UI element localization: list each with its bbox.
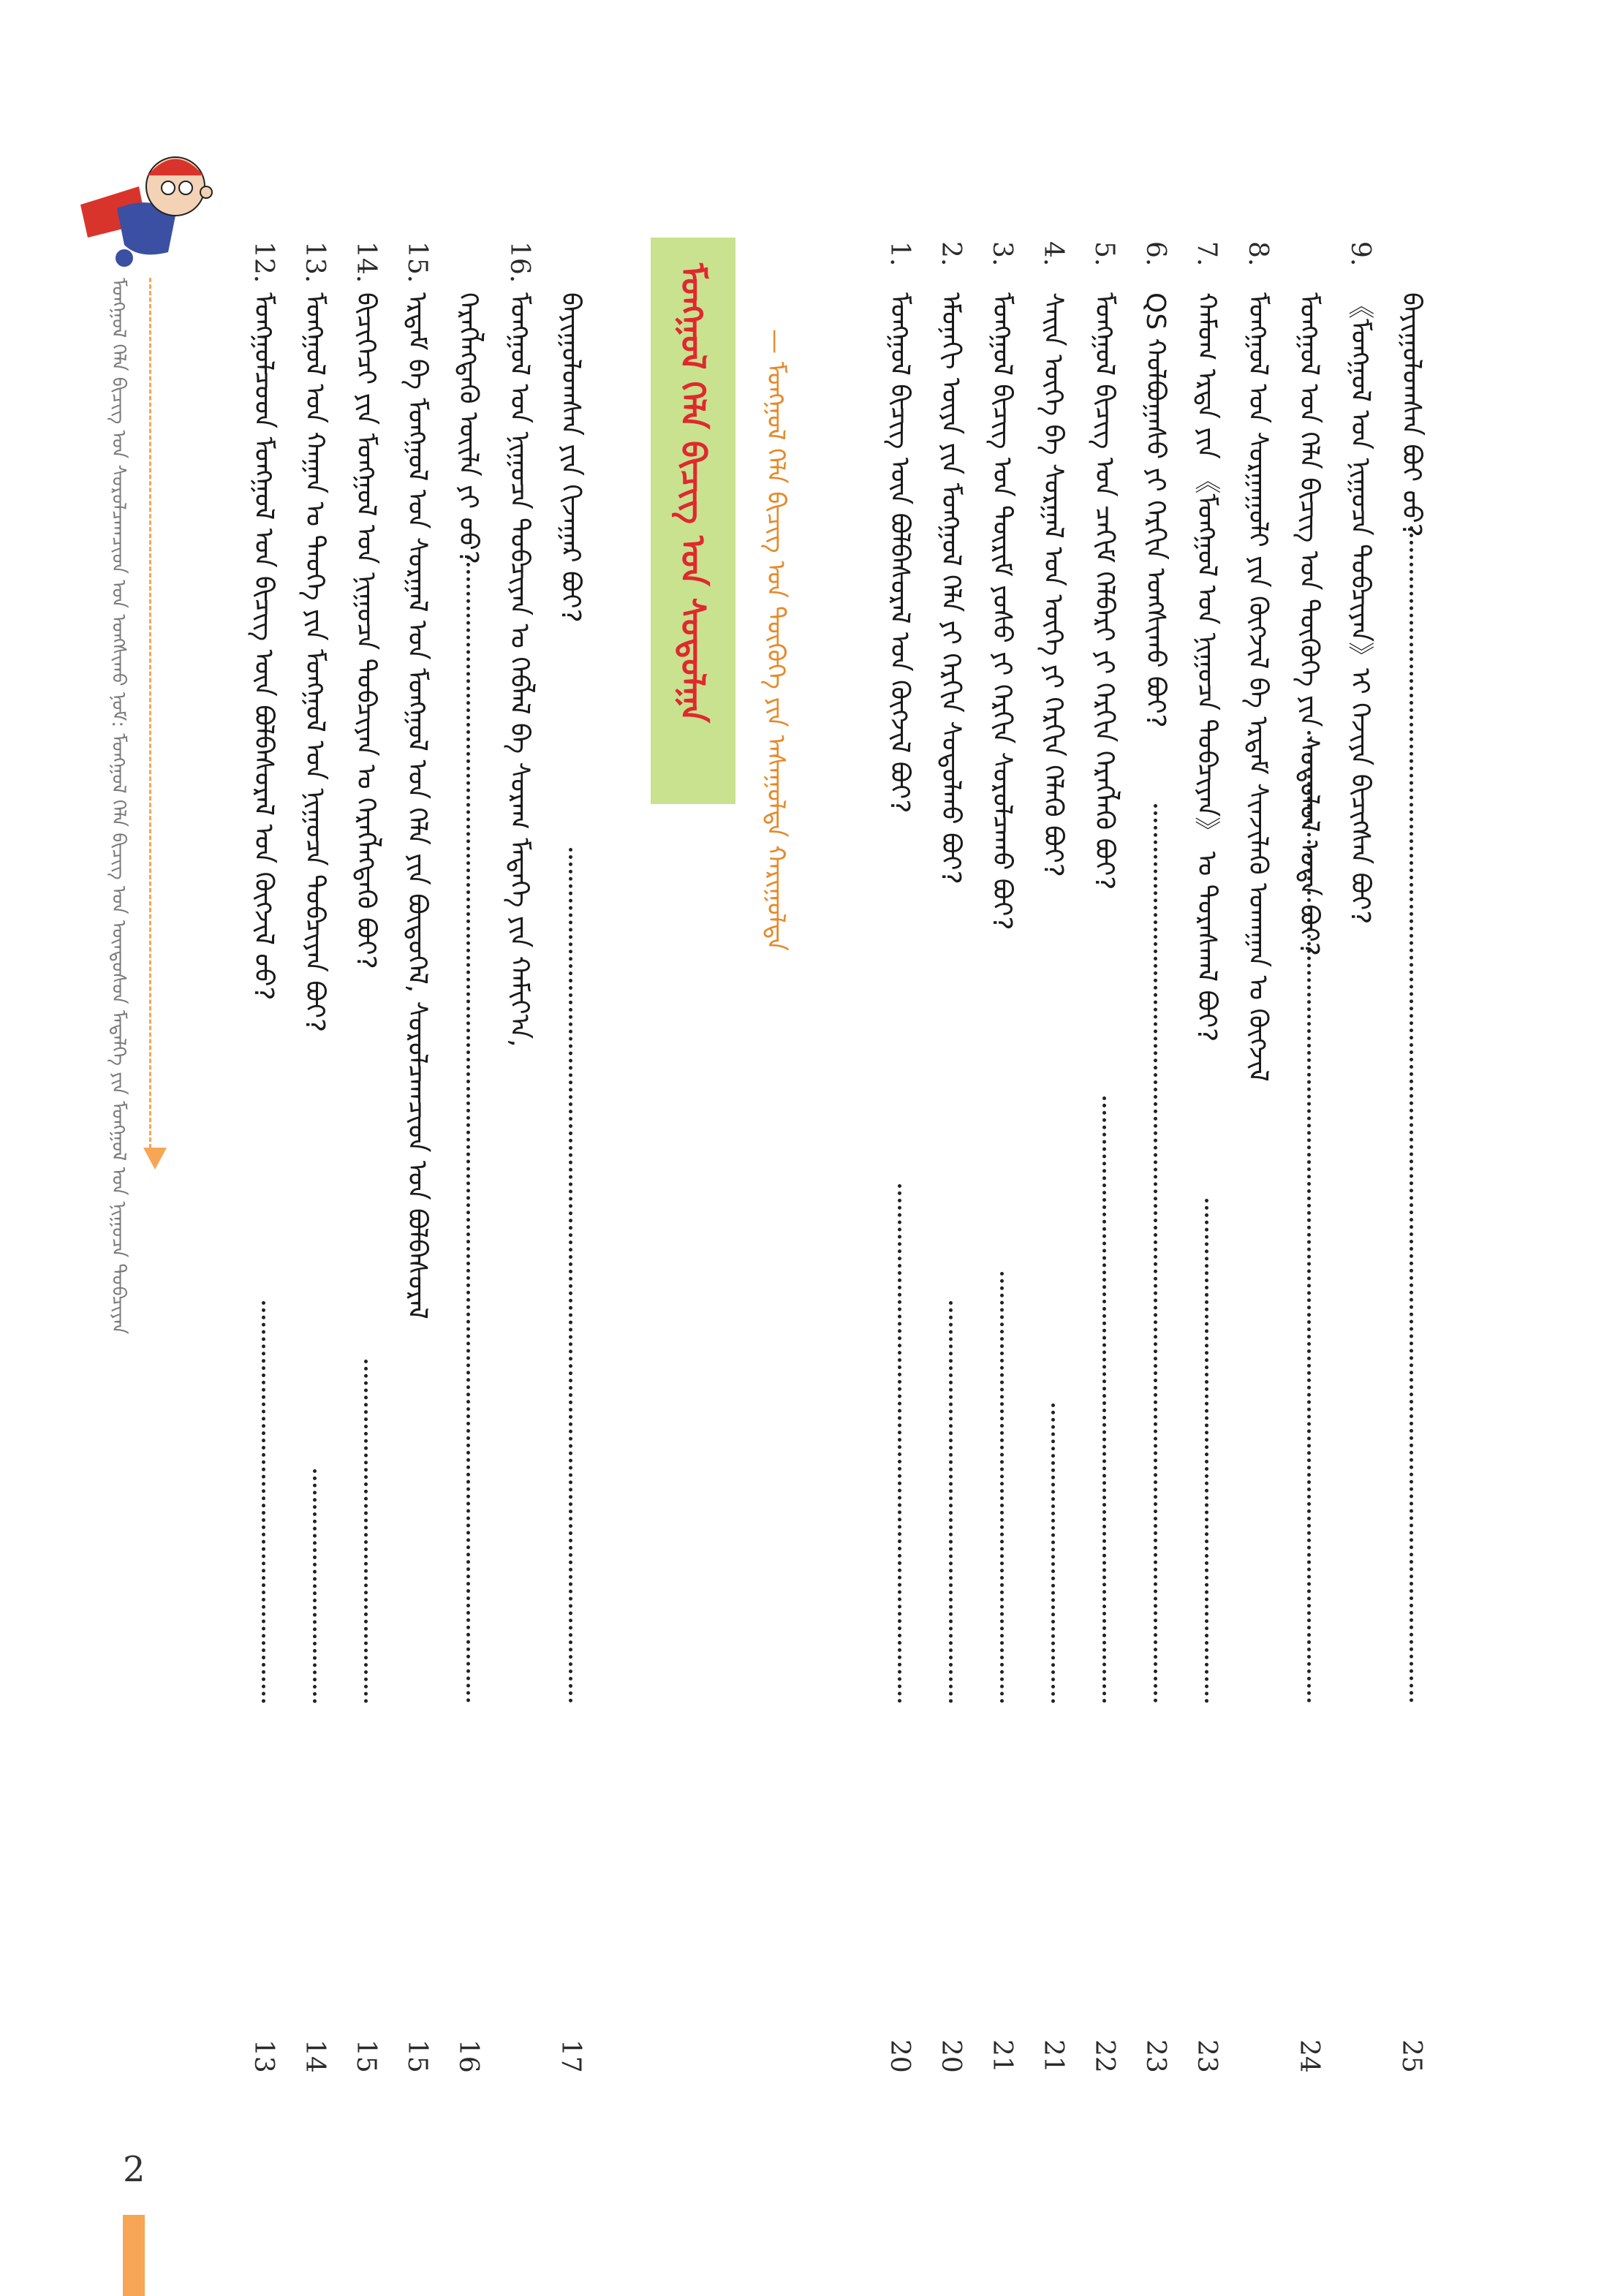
toc-text: ᠮᠣᠩᠭᠣᠯ ᠪᠢᠴᠢᠭ ᠤᠨ ᠳᠦᠷᠢᠮ ᠶᠣᠰᠤ ᠶᠢ ᠬᠡᠷᠬᠢᠨ ᠰᠤᠷᠤᠯᠴᠠᠬᠤ ᠪᠤᠢ?: [987, 292, 1017, 931]
toc-number: 13.: [300, 241, 330, 284]
toc-text: ᠮᠣᠩᠭᠣᠯᠴᠤᠳ ᠮᠣᠩᠭᠣᠯ ᠤᠨ ᠪᠢᠴᠢᠭ ᠦᠨ ᠪᠣᠯᠪᠠᠰᠤᠷᠠᠯ ᠤᠨ ᠬᠥᠭᠵᠢᠯ ᠤᠤ?: [249, 292, 279, 1001]
toc-page: 16: [453, 2039, 483, 2073]
toc-text: ᠮᠣᠩᠭᠣᠯ ᠪᠢᠴᠢᠭ ᠦᠨ ᠪᠣᠯᠪᠠᠰᠤᠷᠠᠯ ᠤᠨ ᠬᠥᠭᠵᠢᠯ ᠪᠤᠢ?: [885, 292, 915, 814]
hand-icon: [200, 186, 212, 198]
toc-number: 1.: [885, 241, 915, 267]
leader-dots: [313, 1469, 317, 1703]
toc-number: 6.: [1140, 241, 1170, 267]
toc-number: 16.: [504, 241, 534, 284]
toc-number: 14.: [351, 241, 381, 284]
section-subtitle: — ᠮᠣᠩᠭᠣᠯ ᠬᠡᠯᠡ ᠪᠢᠴᠢᠭ ᠤᠨ ᠲᠦᠭᠦᠬᠡ ᠶᠢᠨ ᠠᠰᠠᠭᠤᠯᠲᠠ ᠬᠠᠷᠢᠭᠤᠯᠲᠠ: [761, 329, 790, 952]
glasses-left-icon: [162, 181, 175, 194]
toc-text: ᠪᠠᠶᠢᠭᠤᠯᠤᠭᠰᠠᠨ ᠶᠢᠨ ᠬᠢᠵᠠᠭᠠᠷ ᠪᠤᠢ?: [556, 292, 586, 623]
leader-dots: [1205, 1199, 1208, 1703]
toc-text: ᠮᠣᠩᠭᠣᠯ ᠤᠨ ᠨᠢᠭᠤᠴᠠ ᠲᠤᠪᠴᠢᠶᠠᠨ ᠤ ᠬᠡᠪᠯᠡᠯ ᠪᠠ ᠰᠤᠷᠠᠭ ᠮᠡᠳᠡᠭᠡ ᠶᠢᠨ ᠬᠠᠮᠢᠶ᠎ᠠ,: [504, 292, 534, 1047]
page-tab: [123, 2215, 145, 2296]
leader-dots: [569, 848, 572, 1703]
triangle-marker-icon: [140, 1148, 170, 1174]
hat-icon: [148, 159, 203, 176]
toc-page: 17: [556, 2039, 586, 2073]
section-title: ᠮᠣᠩᠭᠣᠯ ᠬᠡᠯᠡ ᠪᠢᠴᠢᠭ ᠤᠨ ᠰᠤᠳᠤᠯᠭᠠ: [673, 263, 713, 723]
toc-text: ᠬᠠᠮᠤᠭ ᠡᠷᠲᠡ ᠶᠢᠨ 《ᠮᠣᠩᠭᠣᠯ ᠤᠨ ᠨᠢᠭᠤᠴᠠ ᠲᠤᠪᠴᠢᠶᠠᠨ》 ᠤ ᠳᠤᠷᠠᠰᠬᠠᠯ ᠪᠤᠢ?: [1192, 292, 1222, 1042]
toc-page: 21: [1038, 2039, 1068, 2073]
toc-text: ᠮᠣᠩᠭᠣᠯ ᠤᠨ ᠰᠤᠷᠭᠠᠭᠤᠯᠢ ᠶᠢᠨ ᠬᠥᠭᠵᠢᠯ ᠪᠠ ᠡᠷᠳᠡᠮ ᠰᠢᠨᠵᠢᠯᠡᠬᠦ ᠤᠬᠠᠭᠠᠨ ᠤ ᠬᠥᠭᠵᠢᠯ: [1243, 292, 1273, 1082]
footer-divider: [149, 278, 151, 1155]
toc-page: 23: [1192, 2039, 1222, 2073]
toc-page: 20: [885, 2039, 915, 2073]
toc-page: 24: [1294, 2039, 1324, 2073]
page-number: 2: [123, 2149, 145, 2190]
toc-text: ᠪᠢᠴᠢᠭᠡᠴᠢ ᠶᠢᠨ ᠮᠣᠩᠭᠣᠯ ᠤᠨ ᠨᠢᠭᠤᠴᠠ ᠲᠤᠪᠴᠢᠶᠠᠨ ᠤ ᠬᠡᠷᠡᠭᠯᠡᠭᠳᠡᠬᠦ ᠪᠤᠢ?: [351, 292, 381, 969]
toc-text: ᠮᠣᠩᠭᠣᠯ ᠪᠢᠴᠢᠭ ᠤᠨ ᠴᠠᠬᠢᠮ ᠬᠡᠯᠪᠡᠷᠢ ᠶᠢ ᠬᠡᠷᠬᠢᠨ ᠬᠡᠷᠡᠭᠯᠡᠬᠦ ᠪᠤᠢ?: [1089, 292, 1119, 890]
leader-dots: [1000, 1272, 1004, 1703]
toc-number: 5.: [1089, 241, 1119, 267]
toc-text: ᠡᠷᠳᠡᠮ ᠪᠠ ᠮᠣᠩᠭᠣᠯ ᠤᠨ ᠰᠤᠷᠭᠠᠯ ᠤᠨ ᠮᠣᠩᠭᠣᠯ ᠤᠨ ᠬᠡᠯᠡ ᠶᠢᠨ ᠪᠦᠲᠦᠭᠡᠯ, ᠰᠤᠷᠤᠯᠴᠠᠭᠴᠢᠳ ᠤᠨ ᠪᠣᠯᠪᠠᠰᠤᠷᠠᠯ: [402, 292, 432, 1319]
toc-number: 3.: [987, 241, 1017, 267]
toc-number: 9.: [1345, 241, 1375, 267]
leader-dots: [466, 556, 470, 1703]
toc-page: 23: [1140, 2039, 1170, 2073]
toc-number: 7.: [1192, 241, 1222, 267]
leader-dots: [364, 1360, 368, 1703]
toc-number: 15.: [402, 241, 432, 284]
toc-number: 8.: [1243, 241, 1273, 267]
boot-icon: [116, 249, 133, 267]
toc-page: 15: [402, 2039, 432, 2073]
toc-text: ᠰᠠᠢᠨ ᠦᠭᠡ ᠪᠠ ᠰᠤᠷᠭᠠᠯ ᠤᠨ ᠦᠭᠡ ᠶᠢ ᠬᠡᠷᠬᠢᠨ ᠬᠡᠯᠡᠬᠦ ᠪᠤᠢ?: [1038, 292, 1068, 877]
leader-dots: [1051, 1403, 1055, 1703]
leader-dots: [949, 1301, 953, 1703]
toc-page: 25: [1396, 2039, 1426, 2073]
leader-dots: [898, 1184, 901, 1703]
glasses-right-icon: [179, 181, 192, 194]
toc-page: 20: [936, 2039, 966, 2073]
toc-number: 12.: [249, 241, 279, 284]
toc-text: ᠮᠣᠩᠭᠣᠯ ᠤᠨ ᠬᠡᠯᠡ ᠪᠢᠴᠢᠭ ᠤᠨ ᠲᠦᠭᠦᠬᠡ ᠶᠢᠨ ᠰᠤᠳᠤᠯᠤᠯ ᠤᠳᠠ ᠪᠤᠢ?: [1294, 292, 1324, 956]
leader-dots: [262, 1301, 265, 1703]
toc-text: ᠬᠡᠷᠡᠭᠯᠡᠭᠳᠡᠬᠦ ᠦᠢᠯᠡ ᠶᠢ ᠤᠤ?: [453, 292, 483, 564]
toc-text: ᠪᠠᠶᠢᠭᠤᠯᠤᠭᠰᠠᠨ ᠪᠤᠢ ᠤᠤ?: [1396, 292, 1426, 537]
leader-dots: [1154, 804, 1157, 1703]
toc-page: 14: [300, 2039, 330, 2073]
footer-text: ᠮᠣᠩᠭᠣᠯ ᠬᠡᠯᠡ ᠪᠢᠴᠢᠭ ᠤᠨ ᠰᠤᠷᠤᠯᠴᠠᠭᠴᠢᠳ ᠤᠨ ᠤᠩᠰᠢᠬᠤ ᠨᠣᠮ: ᠮᠣᠩᠭᠣᠯ ᠬᠡᠯᠡ ᠪᠢᠴᠢᠭ ᠤᠨ ᠦᠨᠳᠦᠰᠦᠨ ᠮᠡᠳᠡᠯᠭᠡ ᠶᠢᠨ ᠮᠣᠩᠭᠣᠯ ᠤᠨ ᠨᠢᠭᠤᠴᠠ ᠲᠤᠪᠴᠢᠶᠠᠨ: [107, 278, 129, 1335]
toc-text: 《ᠮᠣᠩᠭᠣᠯ ᠤᠨ ᠨᠢᠭᠤᠴᠠ ᠲᠤᠪᠴᠢᠶᠠᠨ》ᠢ ᠬᠡᠵᠢᠶᠡ ᠪᠢᠴᠢᠭᠰᠡᠨ ᠪᠤᠢ?: [1345, 292, 1375, 925]
leader-dots: [1102, 1096, 1106, 1703]
toc-text: ᠡᠮᠦᠨᠡᠬᠢ ᠦᠶᠡ ᠶᠢᠨ ᠮᠣᠩᠭᠣᠯ ᠬᠡᠯᠡ ᠶᠢ ᠬᠡᠷᠬᠢᠨ ᠰᠤᠳᠤᠯᠬᠤ ᠪᠤᠢ?: [936, 292, 966, 884]
toc-number: 4.: [1038, 241, 1068, 267]
mascot-illustration: [66, 135, 219, 281]
toc-page: 13: [249, 2039, 279, 2073]
toc-number: 2.: [936, 241, 966, 267]
leader-dots: [1410, 526, 1413, 1703]
toc-page: 22: [1089, 2039, 1119, 2073]
toc-page: 21: [987, 2039, 1017, 2073]
toc-text: QS ᠬᠣᠯᠪᠣᠭᠠᠰᠤ ᠶᠢ ᠬᠡᠷᠬᠢᠨ ᠤᠩᠰᠢᠬᠤ ᠪᠤᠢ?: [1140, 292, 1170, 728]
toc-page: 15: [351, 2039, 381, 2073]
leader-dots: [1307, 731, 1311, 1703]
toc-text: ᠮᠣᠩᠭᠣᠯ ᠤᠨ ᠬᠠᠭᠠᠨ ᠤ ᠲᠡᠦᠬᠡ ᠶᠢᠨ ᠮᠣᠩᠭᠣᠯ ᠤᠨ ᠨᠢᠭᠤᠴᠠ ᠲᠤᠪᠴᠢᠶᠠᠨ ᠪᠤᠢ?: [300, 292, 330, 1033]
